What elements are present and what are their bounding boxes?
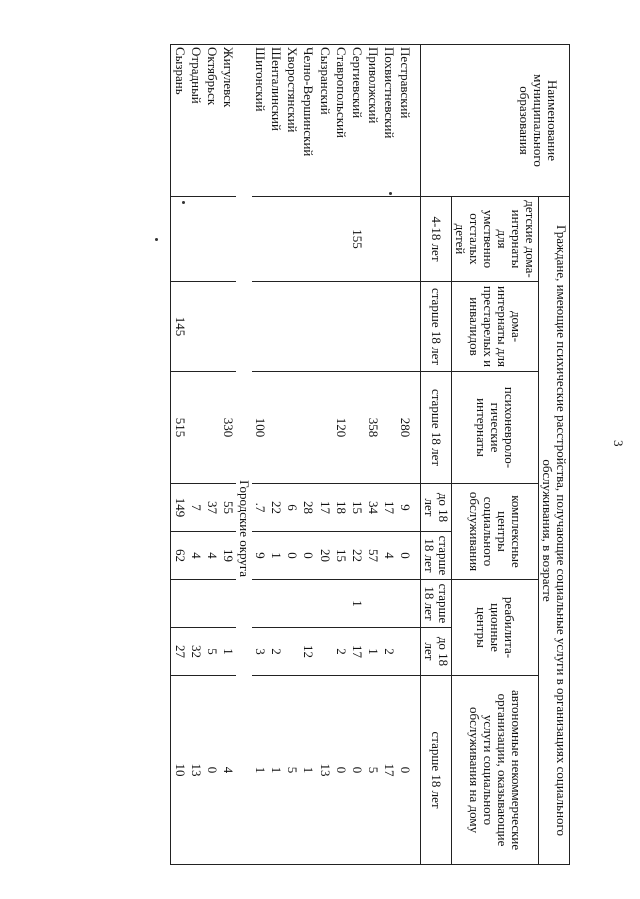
table-cell: 0 xyxy=(284,532,300,580)
table-cell: 0 xyxy=(397,532,421,580)
table-cell: 0 xyxy=(349,676,365,865)
table-cell: 15 xyxy=(349,484,365,532)
table-cell xyxy=(188,372,204,484)
municipality-name: Похвистневский xyxy=(381,45,397,197)
table-cell xyxy=(397,628,421,676)
table-cell: 2 xyxy=(381,628,397,676)
municipality-name: Сызранский xyxy=(317,45,333,197)
table-cell xyxy=(171,197,189,282)
table-cell: 12 xyxy=(300,628,316,676)
table-cell: 5 xyxy=(365,676,381,865)
header-elderly-homes: дома-интернаты для престарелых и инвалидов xyxy=(451,282,538,372)
table-row xyxy=(268,45,284,865)
table-cell xyxy=(220,580,236,628)
age-label: до 18 лет xyxy=(420,484,451,532)
table-cell xyxy=(317,372,333,484)
table-cell: 358 xyxy=(365,372,381,484)
table-cell: 9 xyxy=(252,532,268,580)
section-label: Городские округа xyxy=(236,45,252,865)
table-cell: 155 xyxy=(349,197,365,282)
table-cell: 28 xyxy=(300,484,316,532)
table-cell xyxy=(381,282,397,372)
header-group-title: Граждане, имеющие психические расстройства, получающие социальные услуги в организациях социального обслуживания, в возрасте xyxy=(538,197,569,865)
header-children-homes: детские дома-интернаты для умственно отсталых детей xyxy=(451,197,538,282)
municipality-name: Приволжский xyxy=(365,45,381,197)
table-cell xyxy=(171,580,189,628)
table-row xyxy=(397,45,421,865)
table-row xyxy=(204,45,220,865)
table-cell: 1 xyxy=(220,628,236,676)
municipality-name: Шигонский xyxy=(252,45,268,197)
table-cell xyxy=(397,580,421,628)
municipality-name: Сергиевский xyxy=(349,45,365,197)
header-psycho-internats: психоневроло-гические интернаты xyxy=(451,372,538,484)
page-number: 3 xyxy=(611,440,626,447)
table-cell: 4 xyxy=(220,676,236,865)
table-cell xyxy=(333,197,349,282)
table-cell: 4 xyxy=(188,532,204,580)
table-cell: 17 xyxy=(381,484,397,532)
table-cell xyxy=(252,580,268,628)
table-row xyxy=(381,45,397,865)
table-cell: 34 xyxy=(365,484,381,532)
table-cell: 4 xyxy=(381,532,397,580)
municipality-name: Шенталинский xyxy=(268,45,284,197)
municipality-name: Сызрань xyxy=(171,45,189,197)
table-cell: 2 xyxy=(268,628,284,676)
table-cell xyxy=(333,282,349,372)
table-row xyxy=(300,45,316,865)
table-cell: 20 xyxy=(317,532,333,580)
table-row xyxy=(284,45,300,865)
table-cell xyxy=(204,372,220,484)
table-cell: 0 xyxy=(300,532,316,580)
table-cell: 1 xyxy=(268,532,284,580)
table-cell xyxy=(188,580,204,628)
header-municipality: Наименование муниципального образования xyxy=(420,45,569,197)
table-row xyxy=(252,45,268,865)
table-cell: 515 xyxy=(171,372,189,484)
municipality-name: Челно-Вершинский xyxy=(300,45,316,197)
table-cell xyxy=(300,372,316,484)
age-label: старше 18 лет xyxy=(420,372,451,484)
table-cell xyxy=(317,282,333,372)
age-label: старше 18 лет xyxy=(420,676,451,865)
table-cell xyxy=(220,282,236,372)
table-cell: 0 xyxy=(333,676,349,865)
statistics-table xyxy=(170,44,570,865)
table-cell xyxy=(252,197,268,282)
table-cell xyxy=(317,628,333,676)
table-cell: 1 xyxy=(365,628,381,676)
table-cell: 27 xyxy=(171,628,189,676)
table-cell xyxy=(204,282,220,372)
table-cell: 0 xyxy=(397,676,421,865)
table-cell xyxy=(300,197,316,282)
table-cell xyxy=(284,628,300,676)
table-cell: 6 xyxy=(284,484,300,532)
table-cell: 1 xyxy=(349,580,365,628)
table-cell: 5 xyxy=(204,628,220,676)
table-cell xyxy=(268,282,284,372)
table-row xyxy=(220,45,236,865)
table-cell: 19 xyxy=(220,532,236,580)
scan-speck xyxy=(389,192,392,195)
table-cell: 18 xyxy=(333,484,349,532)
age-label: старше 18 лет xyxy=(420,532,451,580)
table-cell xyxy=(317,197,333,282)
section-row xyxy=(236,45,252,865)
table-cell xyxy=(300,580,316,628)
table-row xyxy=(188,45,204,865)
table-cell xyxy=(204,580,220,628)
table-cell xyxy=(365,197,381,282)
scan-speck xyxy=(155,238,158,241)
table-cell: 22 xyxy=(268,484,284,532)
header-complex-centers: комплексные центры социального обслуживания xyxy=(451,484,538,580)
table-cell xyxy=(284,197,300,282)
table-cell xyxy=(188,197,204,282)
table-cell: 17 xyxy=(317,484,333,532)
table-cell xyxy=(268,197,284,282)
table-cell xyxy=(284,282,300,372)
table-cell xyxy=(349,282,365,372)
table-cell: 2 xyxy=(333,628,349,676)
table-cell: 1 xyxy=(268,676,284,865)
scan-speck xyxy=(182,201,185,204)
table-cell: 120 xyxy=(333,372,349,484)
table-cell xyxy=(268,372,284,484)
header-nonprofit-orgs: автономные некоммерческие организации, оказывающие услуги социального обслуживания на дому xyxy=(451,676,538,865)
table-cell: 13 xyxy=(317,676,333,865)
table-cell: 32 xyxy=(188,628,204,676)
municipality-name: Отрадный xyxy=(188,45,204,197)
table-cell: 57 xyxy=(365,532,381,580)
age-label: старше 18 лет xyxy=(420,282,451,372)
table-cell xyxy=(284,580,300,628)
municipality-name: Пестравский xyxy=(397,45,421,197)
table-cell: .7 xyxy=(252,484,268,532)
table-cell: 1 xyxy=(252,676,268,865)
table-cell xyxy=(365,580,381,628)
table-cell xyxy=(365,282,381,372)
age-label: до 18 лет xyxy=(420,628,451,676)
table-cell: 4 xyxy=(204,532,220,580)
table-cell xyxy=(333,580,349,628)
table-cell: 17 xyxy=(349,628,365,676)
table-cell: 7 xyxy=(188,484,204,532)
table-row xyxy=(333,45,349,865)
age-label: 4-18 лет xyxy=(420,197,451,282)
table-cell xyxy=(397,282,421,372)
table-cell: 5 xyxy=(284,676,300,865)
table-cell xyxy=(188,282,204,372)
table-cell: 0 xyxy=(204,676,220,865)
table-cell: 37 xyxy=(204,484,220,532)
table-row xyxy=(317,45,333,865)
table-cell: 22 xyxy=(349,532,365,580)
age-label: старше 18 лет xyxy=(420,580,451,628)
table-cell: 100 xyxy=(252,372,268,484)
table-cell xyxy=(381,372,397,484)
table-cell: 145 xyxy=(171,282,189,372)
table-cell: 3 xyxy=(252,628,268,676)
table-cell xyxy=(397,197,421,282)
table-cell: 55 xyxy=(220,484,236,532)
table-cell xyxy=(349,372,365,484)
table-cell: 9 xyxy=(397,484,421,532)
municipality-name: Жигулевск xyxy=(220,45,236,197)
table-cell: 62 xyxy=(171,532,189,580)
table-cell xyxy=(284,372,300,484)
table-cell xyxy=(204,197,220,282)
table-cell: 149 xyxy=(171,484,189,532)
municipality-name: Ставропольский xyxy=(333,45,349,197)
municipality-name: Октябрьск xyxy=(204,45,220,197)
table-cell: 13 xyxy=(188,676,204,865)
table-cell: 17 xyxy=(381,676,397,865)
table-cell xyxy=(300,282,316,372)
table-cell xyxy=(268,580,284,628)
table-cell xyxy=(252,282,268,372)
municipality-name: Хворостянский xyxy=(284,45,300,197)
table-row xyxy=(365,45,381,865)
table-cell: 330 xyxy=(220,372,236,484)
table-cell xyxy=(381,197,397,282)
table-cell: 1 xyxy=(300,676,316,865)
table-cell: 15 xyxy=(333,532,349,580)
table-row xyxy=(349,45,365,865)
table-cell: 280 xyxy=(397,372,421,484)
table-cell xyxy=(317,580,333,628)
header-rehab-centers: реабилита-ционные центры xyxy=(451,580,538,676)
table-row xyxy=(171,45,189,865)
table-cell: 10 xyxy=(171,676,189,865)
table-cell xyxy=(220,197,236,282)
table-cell xyxy=(381,580,397,628)
